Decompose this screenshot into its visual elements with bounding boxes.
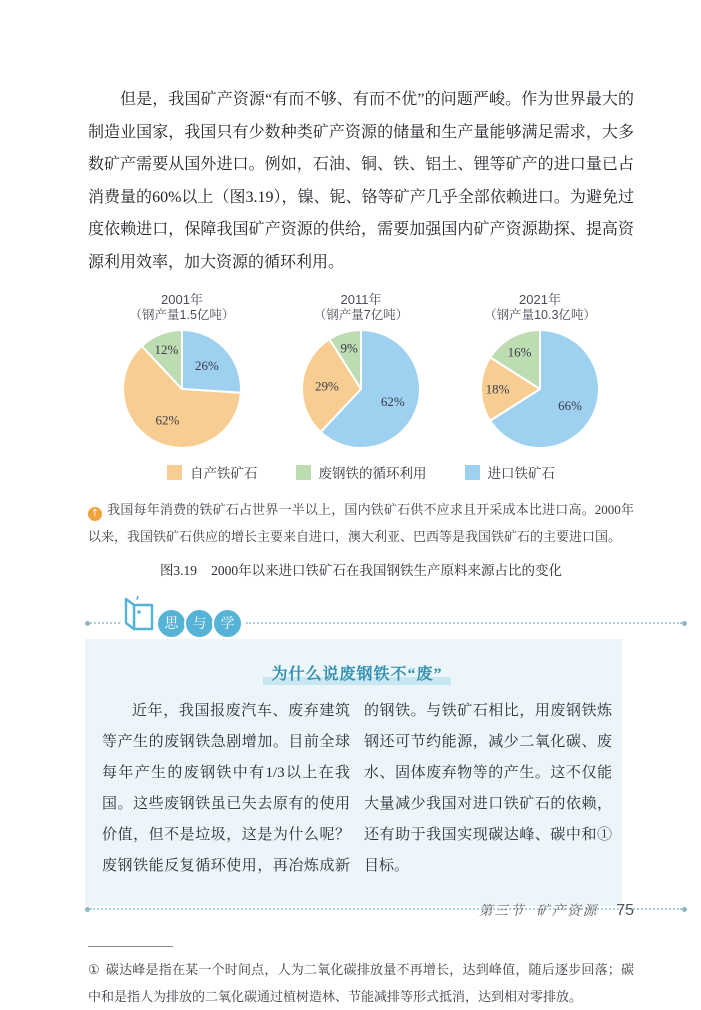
pie-chart-title: 2011年 <box>340 292 382 307</box>
pie-slice-label: 66% <box>558 397 582 413</box>
pie-chart-row <box>88 292 634 456</box>
footnote <box>88 946 634 1010</box>
legend-swatch <box>465 465 480 480</box>
badge-char: 与 <box>184 608 215 639</box>
dotted-rule <box>246 622 682 624</box>
figure-caption <box>88 559 634 579</box>
footer-section: 第三节 矿产资源 <box>478 903 599 918</box>
legend-swatch <box>167 465 182 480</box>
page-number: 75 <box>616 902 634 919</box>
footnote-marker: ① <box>88 962 100 977</box>
pie-chart-2021年 <box>458 292 622 456</box>
legend-label: 自产铁矿石 <box>190 466 258 481</box>
pie-slice-label: 9% <box>340 340 358 356</box>
pie-chart-title: 2001年 <box>161 292 203 307</box>
think-learn-header <box>85 605 687 641</box>
pie-chart-title: 2021年 <box>519 292 561 307</box>
pie-chart-2001年 <box>100 292 264 456</box>
footnote-divider <box>88 946 173 947</box>
legend-label: 废钢铁的循环利用 <box>318 466 427 481</box>
figure-note-text: 我国每年消费的铁矿石占世界一半以上，国内铁矿石供不应求且开采成本比进口高。2000年以来，我国铁矿石供应的增长主要来自进口，澳大利亚、巴西等是我国铁矿石的主要进口国。 <box>88 502 634 544</box>
rule-end-dot <box>682 621 687 626</box>
badge-char: 思 <box>156 608 187 639</box>
pie-svg <box>120 327 244 451</box>
pie-slice-label: 29% <box>315 378 339 394</box>
box-title <box>102 661 612 684</box>
figure-note <box>88 496 634 550</box>
intro-paragraph: 但是，我国矿产资源“有而不够、有而不优”的问题严峻。作为世界最大的制造业国家，我国只有少数种类矿产资源的储量和生产量能够满足需求，大多数矿产需要从国外进口。例如，石油、铜、铁、铝土、锂等矿产的进口量已占消费量的60%以上（图3.19），镍、铌、铬等矿产几乎全部依赖进口。为避免过度依赖进口，保障我国矿产资源的供给，需要加强国内矿产资源勘探、提高资源利用效率，加大资源的循环利用。 <box>88 91 634 271</box>
footnote-text <box>88 956 634 1010</box>
up-arrow-icon: ↑ <box>88 507 102 521</box>
figure-caption-label: 图3.19 <box>159 563 198 578</box>
page-footer <box>479 899 634 920</box>
pie-chart-2011年 <box>279 292 443 456</box>
pie-svg <box>478 327 602 451</box>
pie-svg <box>299 327 423 451</box>
figure-caption-text: 2000年以来进口铁矿石在我国钢铁生产原料来源占比的变化 <box>211 563 563 578</box>
pie-slice-label: 18% <box>485 381 510 397</box>
box-title-text: 为什么说废钢铁不“废” <box>263 666 450 685</box>
think-learn-panel <box>85 639 622 906</box>
footnote-body: 碳达峰是指在某一个时间点，人为二氧化碳排放量不再增长，达到峰值，随后逐步回落；碳中和是指人为排放的二氧化碳通过植树造林、节能减排等形式抵消，达到相对零排放。 <box>88 962 634 1004</box>
pie-slice-label: 26% <box>195 358 219 374</box>
think-learn-box <box>85 605 687 912</box>
pie-chart-subtitle: （钢产量1.5亿吨） <box>129 308 235 322</box>
dotted-rule <box>90 622 120 624</box>
legend-item-进口铁矿石 <box>465 462 556 482</box>
legend-item-废钢铁的循环利用 <box>296 462 427 482</box>
think-learn-icon <box>123 596 157 641</box>
legend-swatch <box>296 465 311 480</box>
box-body-text: 近年，我国报废汽车、废弃建筑等产生的废钢铁急剧增加。目前全球每年产生的废钢铁中有1/3以上在我国。这些废钢铁虽已失去原有的使用价值，但不是垃圾，这是为什么呢？废钢铁能反复循环使用，再冶炼成新的钢铁。与铁矿石相比，用废钢铁炼钢还可节约能源，减少二氧化碳、废水、固体废弃物等的产生。这不仅能大量减少我国对进口铁矿石的依赖，还有助于我国实现碳达峰、碳中和①目标。 <box>102 703 612 874</box>
pie-slice-label: 16% <box>507 344 532 360</box>
rule-end-dot <box>682 907 687 912</box>
badge-char: 学 <box>212 608 243 639</box>
pie-slice-label: 62% <box>380 394 405 410</box>
pie-slice-label: 12% <box>154 342 179 358</box>
chart-legend <box>88 462 634 482</box>
figure-3-19 <box>88 292 634 579</box>
think-learn-badge <box>123 601 243 646</box>
pie-chart-subtitle: （钢产量7亿吨） <box>313 308 409 322</box>
legend-item-自产铁矿石 <box>167 462 258 482</box>
pie-slice-label: 62% <box>155 412 180 428</box>
legend-label: 进口铁矿石 <box>487 466 555 481</box>
pie-chart-subtitle: （钢产量10.3亿吨） <box>484 308 596 322</box>
